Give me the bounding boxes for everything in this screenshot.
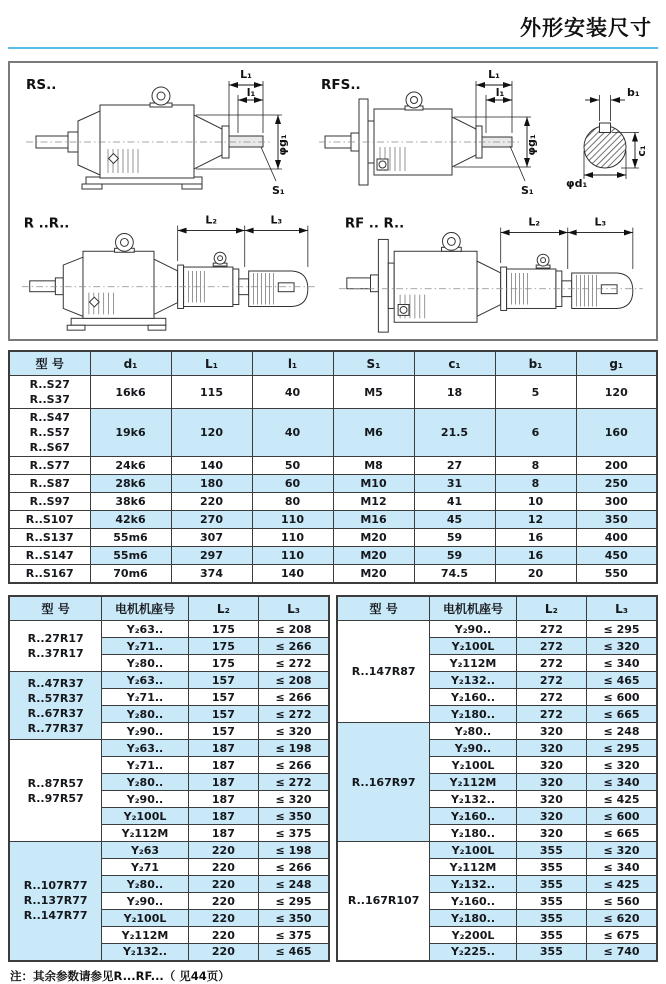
drawing-rfs-label: RFS.. bbox=[321, 77, 361, 93]
value-cell: 272 bbox=[516, 689, 586, 706]
value-cell: 110 bbox=[252, 547, 333, 565]
value-cell: 355 bbox=[516, 893, 586, 910]
column-header: 电机机座号 bbox=[430, 596, 516, 621]
model-name: R..S27 bbox=[29, 378, 70, 391]
value-cell: 60 bbox=[252, 475, 333, 493]
dim-b1-label: b₁ bbox=[627, 86, 640, 99]
model-name: R..77R37 bbox=[27, 721, 84, 735]
column-header: 型 号 bbox=[9, 351, 90, 376]
column-header: g₁ bbox=[576, 351, 657, 376]
value-cell: Y₂112M bbox=[430, 774, 516, 791]
value-cell: ≤ 340 bbox=[587, 859, 657, 876]
value-cell: 350 bbox=[576, 511, 657, 529]
value-cell: 272 bbox=[516, 672, 586, 689]
value-cell: Y₂71.. bbox=[102, 638, 188, 655]
model-name: R..S67 bbox=[29, 441, 70, 454]
value-cell: Y₂90.. bbox=[102, 723, 188, 740]
value-cell: 187 bbox=[188, 757, 258, 774]
value-cell: M12 bbox=[333, 493, 414, 511]
value-cell: ≤ 272 bbox=[259, 655, 329, 672]
model-name: R..S147 bbox=[25, 549, 74, 562]
value-cell: ≤ 465 bbox=[259, 944, 329, 961]
value-cell: 175 bbox=[188, 621, 258, 638]
value-cell: 6 bbox=[495, 409, 576, 457]
value-cell: Y₂180.. bbox=[430, 825, 516, 842]
value-cell: 187 bbox=[188, 774, 258, 791]
value-cell: 220 bbox=[188, 859, 258, 876]
value-cell: Y₂63.. bbox=[102, 621, 188, 638]
value-cell: ≤ 340 bbox=[587, 655, 657, 672]
dim-l1-small-label: l₁ bbox=[495, 86, 505, 99]
title-rule bbox=[8, 47, 658, 49]
value-cell: 272 bbox=[516, 638, 586, 655]
model-name: R..37R17 bbox=[27, 647, 84, 660]
dim-l3-label: L₃ bbox=[270, 213, 283, 227]
table-row bbox=[9, 621, 329, 638]
value-cell: ≤ 272 bbox=[259, 706, 329, 723]
value-cell: ≤ 320 bbox=[587, 638, 657, 655]
value-cell: ≤ 266 bbox=[259, 689, 329, 706]
value-cell: ≤ 198 bbox=[259, 842, 329, 859]
column-header: c₁ bbox=[414, 351, 495, 376]
value-cell: 59 bbox=[414, 529, 495, 547]
value-cell: Y₂71.. bbox=[102, 689, 188, 706]
value-cell: 16 bbox=[495, 529, 576, 547]
dim-l2-label: L₂ bbox=[205, 213, 218, 227]
value-cell: 355 bbox=[516, 944, 586, 961]
value-cell: 307 bbox=[171, 529, 252, 547]
value-cell: Y₂225.. bbox=[430, 944, 516, 961]
value-cell: ≤ 340 bbox=[587, 774, 657, 791]
table-row bbox=[9, 565, 657, 584]
value-cell: Y₂180.. bbox=[430, 910, 516, 927]
dim-l1-label: L₁ bbox=[488, 68, 500, 81]
value-cell: ≤ 620 bbox=[587, 910, 657, 927]
model-name: R..27R17 bbox=[27, 632, 84, 645]
dim-g1-label: φg₁ bbox=[525, 134, 538, 156]
table-row bbox=[9, 376, 657, 409]
column-header: 型 号 bbox=[9, 596, 102, 621]
dimension-table bbox=[8, 350, 658, 584]
value-cell: 38k6 bbox=[90, 493, 171, 511]
dim-s1-label: S₁ bbox=[272, 184, 285, 197]
value-cell: 220 bbox=[188, 876, 258, 893]
value-cell: 157 bbox=[188, 723, 258, 740]
value-cell: 272 bbox=[516, 655, 586, 672]
column-header: S₁ bbox=[333, 351, 414, 376]
value-cell: 320 bbox=[516, 791, 586, 808]
model-cell bbox=[9, 740, 102, 842]
model-name: R..167R97 bbox=[351, 775, 416, 789]
table-row bbox=[9, 672, 329, 689]
value-cell: 374 bbox=[171, 565, 252, 584]
value-cell: 355 bbox=[516, 910, 586, 927]
value-cell: M16 bbox=[333, 511, 414, 529]
table-row bbox=[337, 723, 657, 740]
model-name: R..S87 bbox=[29, 477, 70, 490]
value-cell: Y₂100L bbox=[430, 842, 516, 859]
model-name: R..137R77 bbox=[23, 894, 88, 908]
value-cell: 50 bbox=[252, 457, 333, 475]
value-cell: Y₂80.. bbox=[102, 706, 188, 723]
table-row bbox=[9, 740, 329, 757]
value-cell: ≤ 266 bbox=[259, 757, 329, 774]
value-cell: Y₂80.. bbox=[102, 655, 188, 672]
value-cell: 19k6 bbox=[90, 409, 171, 457]
motor-table-header-row bbox=[9, 596, 329, 621]
value-cell: 297 bbox=[171, 547, 252, 565]
model-name: R..57R37 bbox=[27, 691, 84, 705]
value-cell: 55m6 bbox=[90, 547, 171, 565]
value-cell: 200 bbox=[576, 457, 657, 475]
value-cell: Y₂160.. bbox=[430, 808, 516, 825]
value-cell: ≤ 208 bbox=[259, 621, 329, 638]
column-header: L₃ bbox=[587, 596, 657, 621]
value-cell: 220 bbox=[188, 944, 258, 961]
value-cell: ≤ 320 bbox=[259, 723, 329, 740]
table-row bbox=[9, 842, 329, 859]
column-header: 型 号 bbox=[337, 596, 430, 621]
value-cell: 187 bbox=[188, 740, 258, 757]
value-cell: Y₂132.. bbox=[430, 876, 516, 893]
value-cell: 355 bbox=[516, 927, 586, 944]
table-row bbox=[9, 457, 657, 475]
value-cell: ≤ 600 bbox=[587, 689, 657, 706]
value-cell: Y₂100L bbox=[102, 808, 188, 825]
value-cell: ≤ 425 bbox=[587, 791, 657, 808]
dim-l3-label: L₃ bbox=[594, 215, 607, 229]
column-header: L₂ bbox=[516, 596, 586, 621]
value-cell: ≤ 425 bbox=[587, 876, 657, 893]
value-cell: 120 bbox=[171, 409, 252, 457]
value-cell: 320 bbox=[516, 808, 586, 825]
value-cell: 187 bbox=[188, 825, 258, 842]
value-cell: 8 bbox=[495, 457, 576, 475]
value-cell: 220 bbox=[188, 893, 258, 910]
model-cell bbox=[9, 409, 90, 457]
column-header: b₁ bbox=[495, 351, 576, 376]
value-cell: Y₂90.. bbox=[430, 621, 516, 638]
dim-g1-label: φg₁ bbox=[276, 134, 289, 156]
value-cell: 24k6 bbox=[90, 457, 171, 475]
drawing-rfr-label: RF .. R.. bbox=[345, 216, 405, 232]
value-cell: 42k6 bbox=[90, 511, 171, 529]
value-cell: ≤ 375 bbox=[259, 825, 329, 842]
value-cell: ≤ 320 bbox=[259, 791, 329, 808]
value-cell: 20 bbox=[495, 565, 576, 584]
value-cell: ≤ 272 bbox=[259, 774, 329, 791]
table-row bbox=[9, 475, 657, 493]
column-header: 电机机座号 bbox=[102, 596, 188, 621]
value-cell: Y₂132.. bbox=[102, 944, 188, 961]
value-cell: 40 bbox=[252, 409, 333, 457]
value-cell: 160 bbox=[576, 409, 657, 457]
value-cell: M20 bbox=[333, 565, 414, 584]
model-cell bbox=[9, 672, 102, 740]
value-cell: Y₂71.. bbox=[102, 757, 188, 774]
model-name: R..S47 bbox=[29, 411, 70, 424]
model-cell bbox=[9, 493, 90, 511]
drawing-rr-label: R ..R.. bbox=[23, 216, 70, 232]
drawing-rs bbox=[10, 63, 315, 201]
value-cell: 110 bbox=[252, 511, 333, 529]
value-cell: M20 bbox=[333, 547, 414, 565]
model-name: R..87R57 bbox=[27, 776, 84, 790]
table-row bbox=[337, 842, 657, 859]
value-cell: Y₂112M bbox=[430, 655, 516, 672]
dimension-table-header-row bbox=[9, 351, 657, 376]
value-cell: 220 bbox=[188, 927, 258, 944]
model-cell bbox=[9, 475, 90, 493]
value-cell: Y₂100L bbox=[430, 638, 516, 655]
value-cell: ≤ 350 bbox=[259, 910, 329, 927]
model-cell bbox=[9, 621, 102, 672]
value-cell: Y₂132.. bbox=[430, 791, 516, 808]
value-cell: M10 bbox=[333, 475, 414, 493]
dim-l1-small-label: l₁ bbox=[246, 86, 256, 99]
dim-l2-label: L₂ bbox=[528, 215, 541, 229]
drawings-bottom-row bbox=[10, 201, 656, 339]
value-cell: 157 bbox=[188, 672, 258, 689]
value-cell: Y₂112M bbox=[102, 927, 188, 944]
value-cell: 187 bbox=[188, 808, 258, 825]
value-cell: Y₂112M bbox=[102, 825, 188, 842]
value-cell: Y₂63.. bbox=[102, 740, 188, 757]
model-name: R..S107 bbox=[25, 513, 74, 526]
model-cell bbox=[9, 376, 90, 409]
table-row bbox=[9, 529, 657, 547]
model-cell bbox=[9, 457, 90, 475]
table-row bbox=[9, 547, 657, 565]
value-cell: M8 bbox=[333, 457, 414, 475]
value-cell: ≤ 208 bbox=[259, 672, 329, 689]
drawing-rfs bbox=[315, 63, 565, 201]
value-cell: ≤ 266 bbox=[259, 638, 329, 655]
value-cell: 55m6 bbox=[90, 529, 171, 547]
motor-table-header-row bbox=[337, 596, 657, 621]
column-header: L₃ bbox=[259, 596, 329, 621]
table-row bbox=[9, 493, 657, 511]
value-cell: M20 bbox=[333, 529, 414, 547]
model-cell bbox=[337, 842, 430, 961]
value-cell: 272 bbox=[516, 621, 586, 638]
value-cell: ≤ 248 bbox=[587, 723, 657, 740]
value-cell: Y₂132.. bbox=[430, 672, 516, 689]
value-cell: 320 bbox=[516, 757, 586, 774]
value-cell: Y₂90.. bbox=[102, 893, 188, 910]
value-cell: 320 bbox=[516, 825, 586, 842]
value-cell: 220 bbox=[188, 910, 258, 927]
value-cell: 31 bbox=[414, 475, 495, 493]
model-cell bbox=[9, 529, 90, 547]
value-cell: ≤ 740 bbox=[587, 944, 657, 961]
value-cell: 175 bbox=[188, 655, 258, 672]
value-cell: ≤ 375 bbox=[259, 927, 329, 944]
value-cell: Y₂80.. bbox=[102, 774, 188, 791]
model-name: R..147R77 bbox=[23, 909, 88, 923]
value-cell: 250 bbox=[576, 475, 657, 493]
value-cell: ≤ 675 bbox=[587, 927, 657, 944]
value-cell: 355 bbox=[516, 859, 586, 876]
value-cell: 157 bbox=[188, 689, 258, 706]
value-cell: 270 bbox=[171, 511, 252, 529]
column-header: l₁ bbox=[252, 351, 333, 376]
value-cell: 140 bbox=[252, 565, 333, 584]
model-name: R..S77 bbox=[29, 459, 70, 472]
value-cell: 157 bbox=[188, 706, 258, 723]
value-cell: Y₂90.. bbox=[102, 791, 188, 808]
value-cell: 180 bbox=[171, 475, 252, 493]
value-cell: ≤ 295 bbox=[259, 893, 329, 910]
model-cell bbox=[337, 723, 430, 842]
value-cell: 272 bbox=[516, 706, 586, 723]
drawing-rs-label: RS.. bbox=[26, 77, 57, 93]
model-name: R..S167 bbox=[25, 567, 74, 580]
model-name: R..47R37 bbox=[27, 676, 84, 690]
value-cell: 59 bbox=[414, 547, 495, 565]
value-cell: 74.5 bbox=[414, 565, 495, 584]
model-cell bbox=[9, 565, 90, 584]
value-cell: 110 bbox=[252, 529, 333, 547]
value-cell: Y₂80.. bbox=[102, 876, 188, 893]
model-cell bbox=[9, 842, 102, 961]
value-cell: Y₂112M bbox=[430, 859, 516, 876]
value-cell: 400 bbox=[576, 529, 657, 547]
motor-tables-section bbox=[8, 595, 658, 962]
drawing-rr bbox=[10, 201, 335, 339]
value-cell: 320 bbox=[516, 740, 586, 757]
value-cell: ≤ 350 bbox=[259, 808, 329, 825]
value-cell: 80 bbox=[252, 493, 333, 511]
value-cell: 355 bbox=[516, 842, 586, 859]
value-cell: Y₂160.. bbox=[430, 689, 516, 706]
drawings-panel bbox=[8, 61, 658, 341]
value-cell: 450 bbox=[576, 547, 657, 565]
drawing-rfr bbox=[335, 201, 656, 339]
dim-d1-label: φd₁ bbox=[566, 177, 588, 190]
value-cell: 187 bbox=[188, 791, 258, 808]
value-cell: Y₂200L bbox=[430, 927, 516, 944]
value-cell: 40 bbox=[252, 376, 333, 409]
value-cell: 220 bbox=[171, 493, 252, 511]
value-cell: ≤ 600 bbox=[587, 808, 657, 825]
value-cell: Y₂63 bbox=[102, 842, 188, 859]
model-name: R..167R107 bbox=[347, 894, 420, 908]
value-cell: 16 bbox=[495, 547, 576, 565]
footnote: 注：其余参数请参见R...RF...（ 见44页） bbox=[10, 968, 230, 983]
value-cell: 320 bbox=[516, 723, 586, 740]
value-cell: 45 bbox=[414, 511, 495, 529]
value-cell: Y₂160.. bbox=[430, 893, 516, 910]
value-cell: Y₂100L bbox=[102, 910, 188, 927]
value-cell: 120 bbox=[576, 376, 657, 409]
value-cell: Y₂80.. bbox=[430, 723, 516, 740]
value-cell: 8 bbox=[495, 475, 576, 493]
page-title: 外形安装尺寸 bbox=[520, 16, 652, 40]
model-name: R..147R87 bbox=[351, 665, 416, 678]
dim-s1-label: S₁ bbox=[521, 184, 534, 197]
model-name: R..S57 bbox=[29, 426, 70, 439]
value-cell: ≤ 465 bbox=[587, 672, 657, 689]
column-header: L₂ bbox=[188, 596, 258, 621]
value-cell: 12 bbox=[495, 511, 576, 529]
value-cell: Y₂63.. bbox=[102, 672, 188, 689]
value-cell: Y₂71 bbox=[102, 859, 188, 876]
value-cell: ≤ 320 bbox=[587, 757, 657, 774]
value-cell: 175 bbox=[188, 638, 258, 655]
model-name: R..67R37 bbox=[27, 706, 84, 720]
value-cell: Y₂100L bbox=[430, 757, 516, 774]
motor-table bbox=[8, 595, 330, 962]
table-row bbox=[9, 409, 657, 457]
value-cell: 27 bbox=[414, 457, 495, 475]
value-cell: ≤ 266 bbox=[259, 859, 329, 876]
model-name: R..S37 bbox=[29, 393, 70, 406]
value-cell: 10 bbox=[495, 493, 576, 511]
value-cell: Y₂90.. bbox=[430, 740, 516, 757]
value-cell: 300 bbox=[576, 493, 657, 511]
model-cell bbox=[9, 511, 90, 529]
value-cell: ≤ 295 bbox=[587, 621, 657, 638]
value-cell: ≤ 320 bbox=[587, 842, 657, 859]
value-cell: 220 bbox=[188, 842, 258, 859]
value-cell: 18 bbox=[414, 376, 495, 409]
value-cell: ≤ 665 bbox=[587, 706, 657, 723]
value-cell: M6 bbox=[333, 409, 414, 457]
value-cell: Y₂180.. bbox=[430, 706, 516, 723]
motor-table bbox=[336, 595, 658, 962]
table-row bbox=[337, 621, 657, 638]
value-cell: M5 bbox=[333, 376, 414, 409]
drawings-top-row bbox=[10, 63, 656, 201]
value-cell: 550 bbox=[576, 565, 657, 584]
model-name: R..S97 bbox=[29, 495, 70, 508]
column-header: d₁ bbox=[90, 351, 171, 376]
column-header: L₁ bbox=[171, 351, 252, 376]
value-cell: 70m6 bbox=[90, 565, 171, 584]
value-cell: ≤ 560 bbox=[587, 893, 657, 910]
model-name: R..S137 bbox=[25, 531, 74, 544]
value-cell: 355 bbox=[516, 876, 586, 893]
dim-l1-label: L₁ bbox=[240, 68, 252, 81]
model-name: R..97R57 bbox=[27, 791, 84, 805]
value-cell: 28k6 bbox=[90, 475, 171, 493]
value-cell: ≤ 198 bbox=[259, 740, 329, 757]
dim-c1-label: c₁ bbox=[635, 145, 648, 157]
value-cell: 5 bbox=[495, 376, 576, 409]
model-name: R..107R77 bbox=[23, 879, 88, 893]
model-cell bbox=[9, 547, 90, 565]
value-cell: 320 bbox=[516, 774, 586, 791]
value-cell: 115 bbox=[171, 376, 252, 409]
drawing-shaft-detail bbox=[565, 63, 655, 201]
model-cell bbox=[337, 621, 430, 723]
value-cell: 41 bbox=[414, 493, 495, 511]
value-cell: 21.5 bbox=[414, 409, 495, 457]
value-cell: ≤ 248 bbox=[259, 876, 329, 893]
value-cell: ≤ 665 bbox=[587, 825, 657, 842]
value-cell: 140 bbox=[171, 457, 252, 475]
value-cell: 16k6 bbox=[90, 376, 171, 409]
value-cell: ≤ 295 bbox=[587, 740, 657, 757]
table-row bbox=[9, 511, 657, 529]
